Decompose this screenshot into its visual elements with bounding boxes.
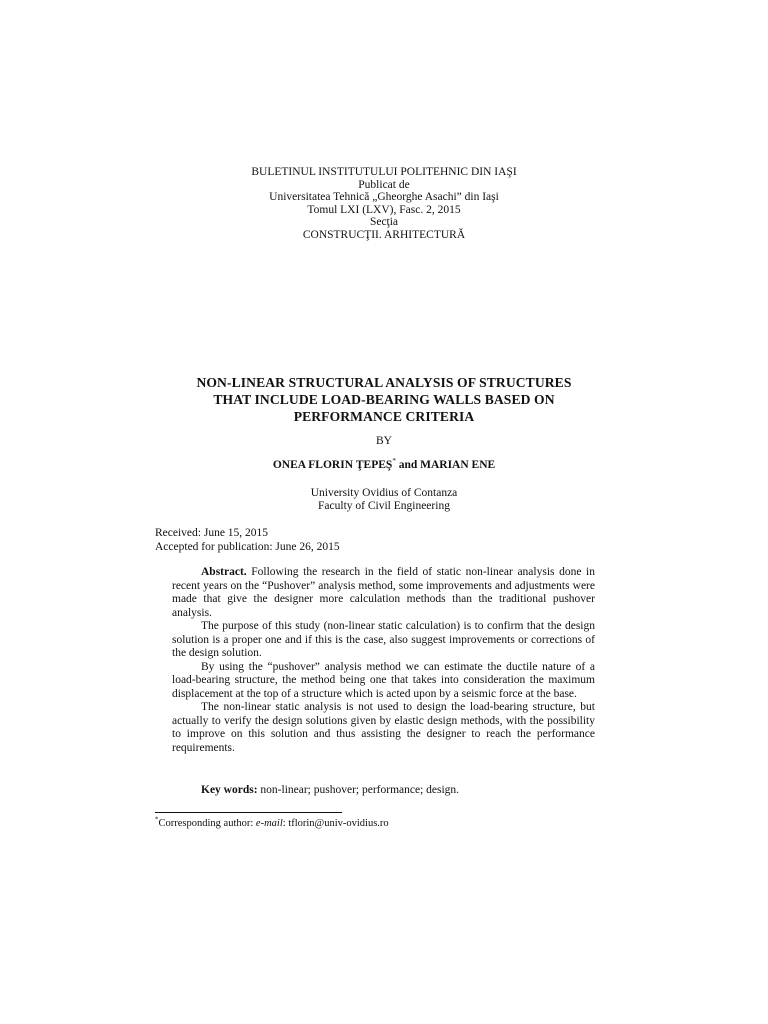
- journal-header: [0, 166, 768, 241]
- publisher-label: Publicat de: [358, 178, 410, 191]
- abstract-paragraph: The purpose of this study (non-linear static calculation) is to confirm that the design solution is a proper one and if this is the case, also suggest improvements or corrections of the design solution.: [172, 620, 595, 659]
- corresponding-mark: *: [392, 457, 396, 466]
- author-email: tflorin@univ-ovidius.ro: [288, 818, 389, 829]
- accepted-date: Accepted for publication: June 26, 2015: [155, 540, 340, 553]
- title-line: THAT INCLUDE LOAD-BEARING WALLS BASED ON: [213, 392, 555, 407]
- abstract-paragraph: The non-linear static analysis is not used to design the load-bearing structure, but actually to verify the design solutions given by elastic design methods, with the possibility to improve on this solution and thus assisting the designer to reach the performance requirements.: [172, 701, 595, 754]
- title-line: NON-LINEAR STRUCTURAL ANALYSIS OF STRUCTURES: [196, 375, 572, 390]
- keywords-text: non-linear; pushover; performance; design.: [257, 784, 460, 796]
- author-conjunction: and: [395, 459, 421, 471]
- abstract-paragraph: [172, 566, 595, 620]
- keywords: [172, 784, 595, 796]
- footnote-prefix: Corresponding author:: [158, 818, 256, 829]
- abstract-paragraph: By using the “pushover” analysis method we can estimate the ductile nature of a load-bearing structure, the method being one that takes into consideration the maximum displacement at the top of a structure which is acted upon by a seismic force at the base.: [172, 660, 595, 700]
- author-name: MARIAN ENE: [420, 459, 496, 471]
- publication-dates: [155, 527, 340, 554]
- paper-title: [150, 374, 618, 425]
- journal-volume: Tomul LXI (LXV), Fasc. 2, 2015: [307, 203, 461, 216]
- title-line: PERFORMANCE CRITERIA: [293, 409, 475, 424]
- footnote-divider: [155, 812, 342, 813]
- affiliation-university: University Ovidius of Contanza: [310, 487, 458, 499]
- author-name: ONEA FLORIN ŢEPEŞ: [272, 459, 393, 471]
- journal-name: BULETINUL INSTITUTULUI POLITEHNIC DIN IAŞI: [251, 166, 517, 178]
- footnote-separator: :: [282, 818, 289, 829]
- by-label: BY: [376, 435, 392, 447]
- abstract-label: Abstract.: [201, 566, 247, 578]
- email-label: e-mail: [255, 818, 283, 829]
- author-list: [0, 459, 768, 471]
- abstract: [172, 566, 595, 755]
- abstract-text: Following the research in the field of static non-linear analysis done in recent years on the “Pushover” analysis method, some improvements and adjustments were made that give the designer more calculation methods than the traditional pushover analysis.: [172, 566, 595, 619]
- journal-section: CONSTRUCŢII. ARHITECTURĂ: [302, 228, 466, 241]
- section-label: Secţia: [369, 216, 399, 228]
- keywords-label: Key words:: [201, 784, 258, 796]
- received-date: Received: June 15, 2015: [155, 527, 269, 539]
- journal-university: Universitatea Tehnică „Gheorghe Asachi” din Iaşi: [269, 191, 499, 203]
- affiliation-faculty: Faculty of Civil Engineering: [318, 500, 450, 512]
- affiliation: [0, 487, 768, 513]
- footnote-mark: *: [155, 815, 159, 824]
- footnote: [155, 815, 389, 829]
